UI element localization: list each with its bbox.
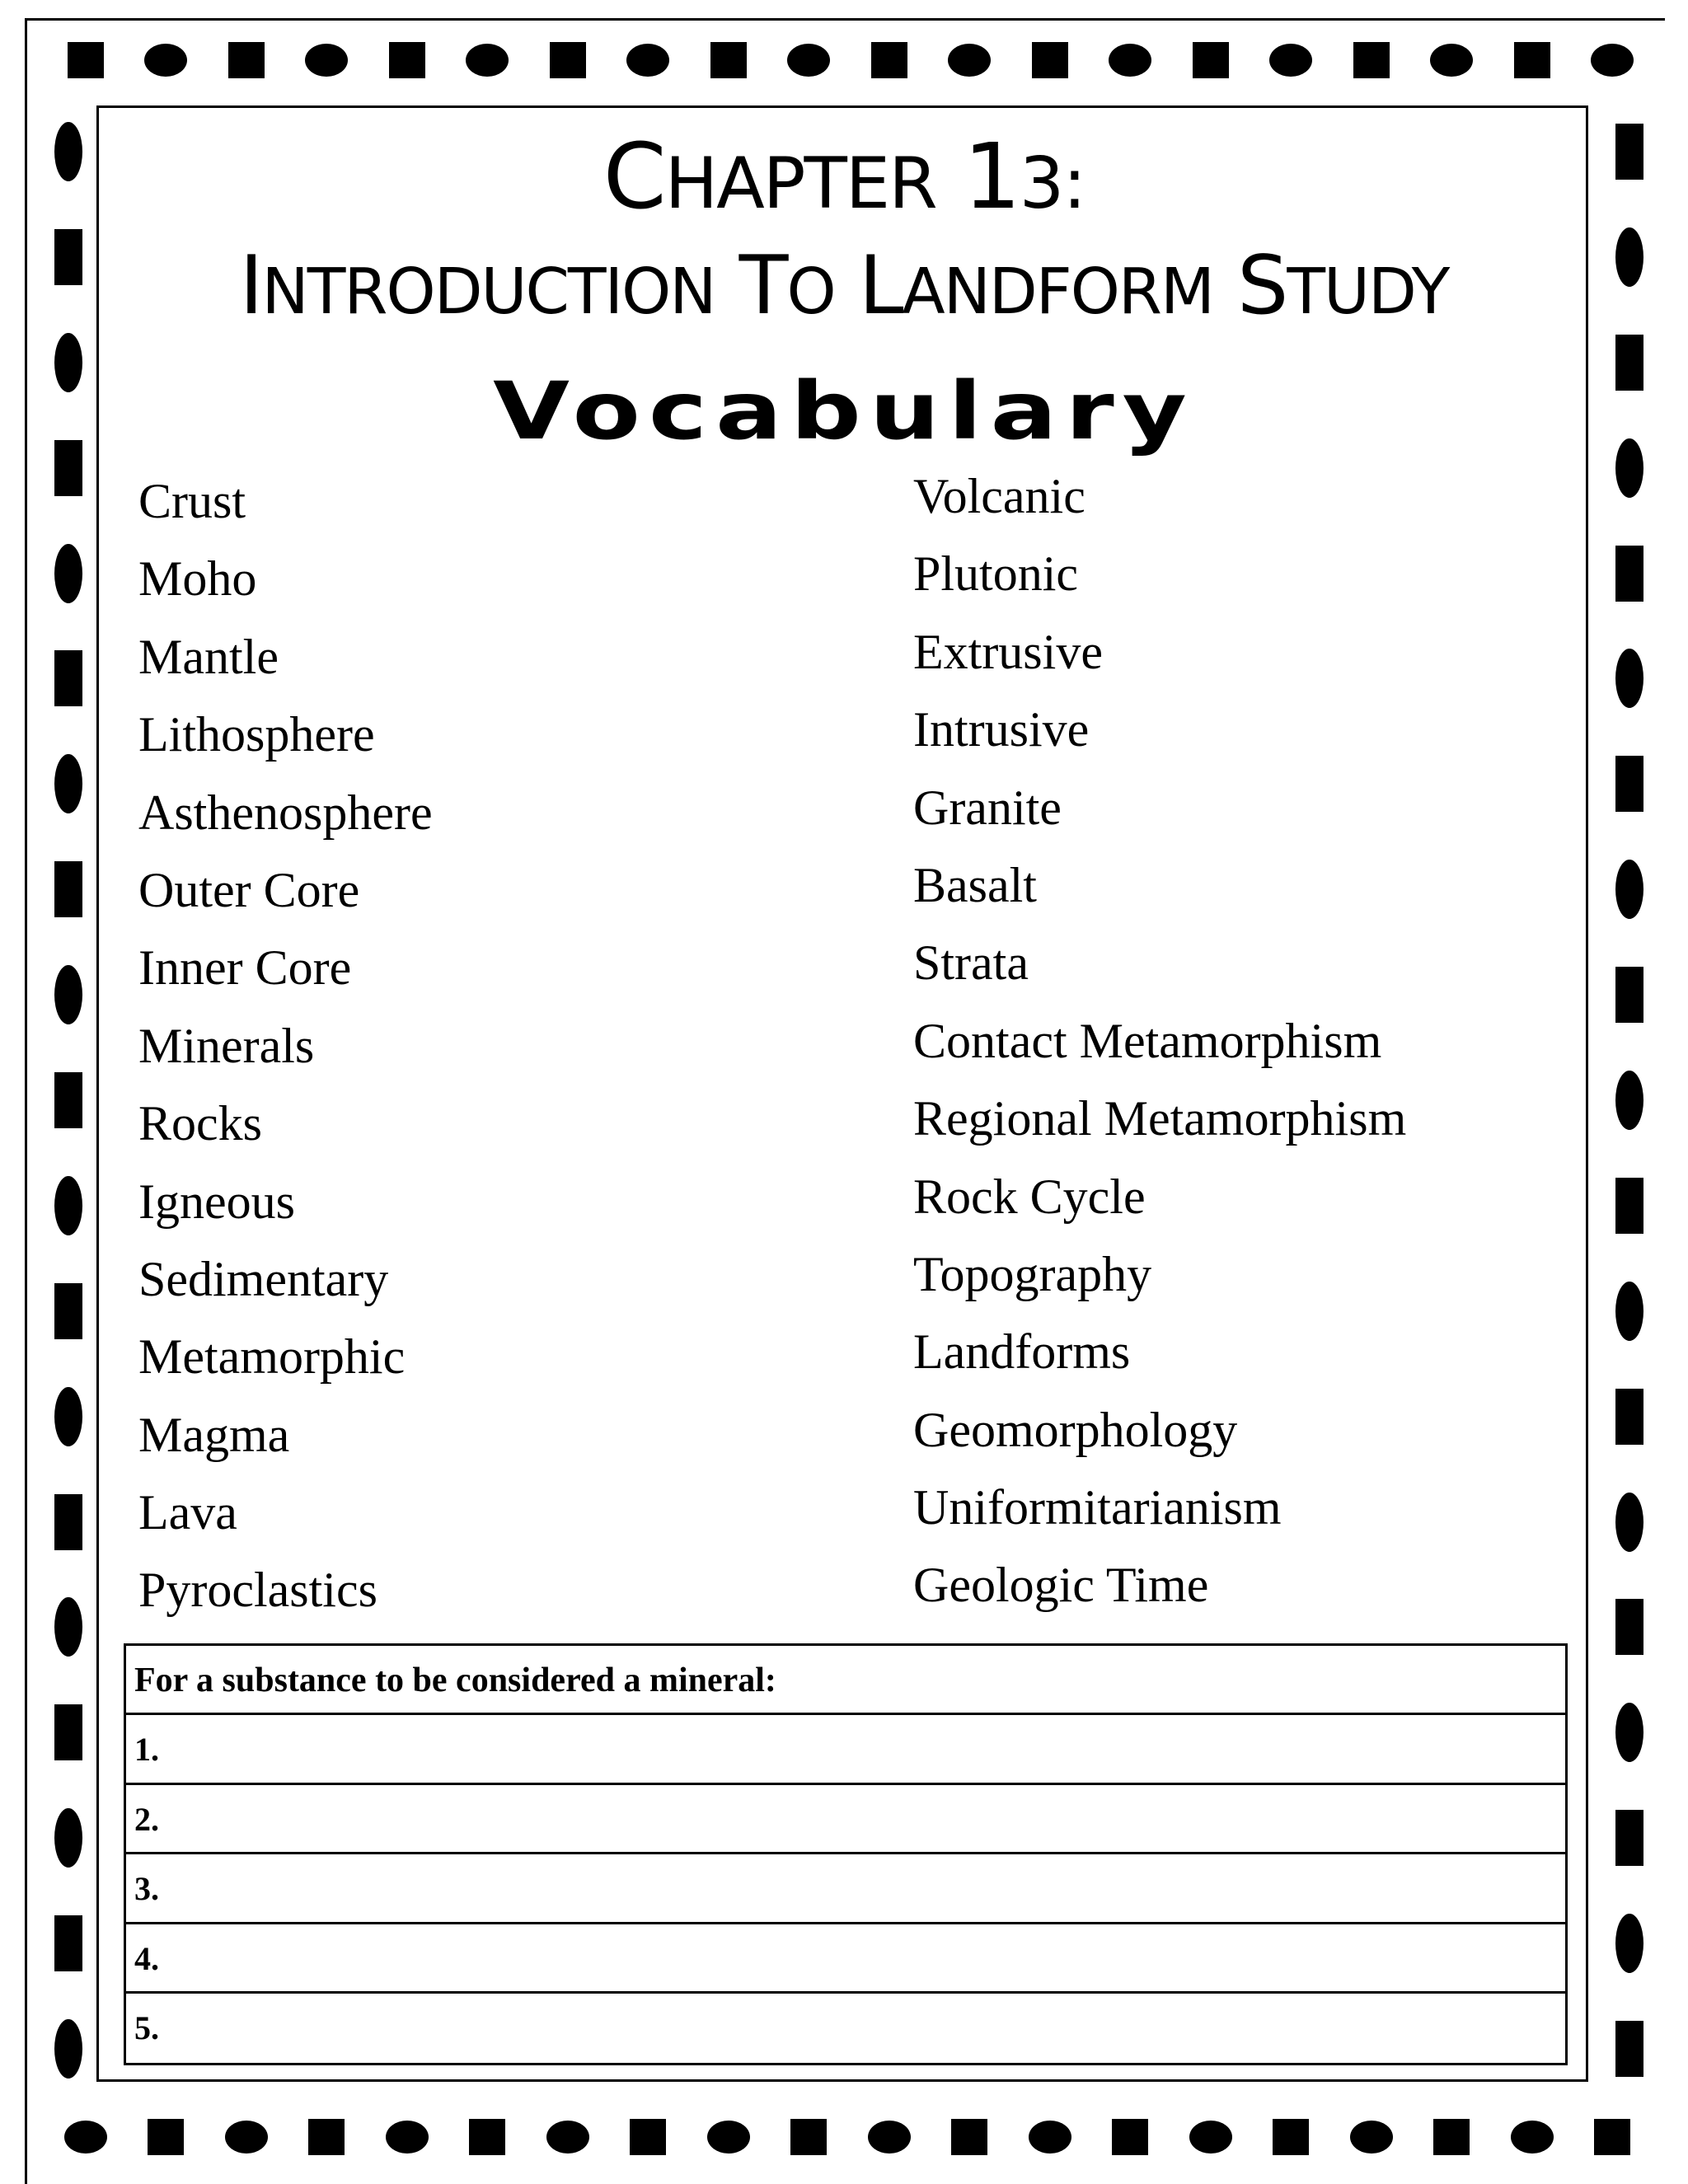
border-oval bbox=[1615, 1493, 1643, 1552]
answer-line-3[interactable]: 3. bbox=[126, 1854, 1565, 1924]
border-square bbox=[710, 42, 747, 78]
vocab-term: Crust bbox=[138, 474, 246, 528]
border-square bbox=[54, 1915, 82, 1971]
vocab-term: Geologic Time bbox=[913, 1558, 1209, 1613]
page-edge-left bbox=[25, 18, 27, 2184]
answer-line-4[interactable]: 4. bbox=[126, 1924, 1565, 1994]
border-oval bbox=[64, 2121, 107, 2154]
vocab-term: Metamorphic bbox=[138, 1329, 406, 1385]
border-square bbox=[630, 2119, 666, 2155]
border-oval bbox=[868, 2121, 911, 2154]
border-oval bbox=[54, 1387, 82, 1446]
border-square bbox=[1032, 42, 1068, 78]
border-square bbox=[54, 1704, 82, 1760]
border-square bbox=[54, 1072, 82, 1128]
border-square bbox=[54, 1494, 82, 1550]
border-square bbox=[1353, 42, 1390, 78]
border-oval bbox=[787, 44, 830, 77]
vocab-term: Igneous bbox=[138, 1174, 295, 1229]
border-oval bbox=[1029, 2121, 1071, 2154]
vocab-term: Magma bbox=[138, 1407, 290, 1462]
border-square bbox=[1615, 546, 1643, 602]
border-oval bbox=[54, 544, 82, 603]
border-square bbox=[1615, 2021, 1643, 2077]
border-square bbox=[148, 2119, 184, 2155]
vocab-term: Intrusive bbox=[913, 702, 1090, 757]
vocab-term: Uniformitarianism bbox=[913, 1480, 1282, 1535]
border-square bbox=[1193, 42, 1229, 78]
page-edge-top bbox=[25, 18, 1665, 21]
vocab-term: Topography bbox=[913, 1246, 1152, 1301]
vocabulary-heading-text: Vocabulary bbox=[493, 365, 1195, 458]
border-square bbox=[1112, 2119, 1148, 2155]
border-oval bbox=[1109, 44, 1151, 77]
vocab-term: Minerals bbox=[138, 1018, 315, 1073]
border-oval bbox=[54, 2019, 82, 2079]
vocab-term: Geomorphology bbox=[913, 1402, 1238, 1457]
border-oval bbox=[54, 754, 82, 813]
border-oval bbox=[1269, 44, 1312, 77]
border-oval bbox=[1615, 1703, 1643, 1762]
vocabulary-right-column bbox=[913, 471, 1406, 1638]
border-oval bbox=[1189, 2121, 1232, 2154]
answer-line-5[interactable]: 5. bbox=[134, 2008, 159, 2046]
border-oval bbox=[707, 2121, 750, 2154]
border-oval bbox=[466, 44, 509, 77]
border-square bbox=[1433, 2119, 1470, 2155]
border-square bbox=[1594, 2119, 1630, 2155]
vocabulary-left-column bbox=[138, 476, 433, 1643]
border-square bbox=[790, 2119, 827, 2155]
border-oval bbox=[54, 1597, 82, 1657]
border-oval bbox=[546, 2121, 589, 2154]
vocab-term: Strata bbox=[913, 935, 1029, 991]
border-square bbox=[54, 1283, 82, 1339]
border-square bbox=[1615, 756, 1643, 812]
vocab-term: Granite bbox=[913, 780, 1062, 835]
border-square bbox=[1615, 1810, 1643, 1866]
border-square bbox=[1514, 42, 1550, 78]
vocab-term: Basalt bbox=[913, 857, 1037, 912]
vocab-term: Landforms bbox=[913, 1324, 1131, 1380]
border-square bbox=[389, 42, 425, 78]
border-square bbox=[871, 42, 907, 78]
vocab-term: Plutonic bbox=[913, 546, 1079, 602]
border-oval bbox=[386, 2121, 429, 2154]
vocab-term: Extrusive bbox=[913, 624, 1103, 679]
chapter-title-text: INTRODUCTION TO LANDFORM STUDY bbox=[239, 239, 1449, 333]
vocab-term: Outer Core bbox=[138, 862, 360, 917]
mineral-criteria-prompt: For a substance to be considered a mineral: bbox=[126, 1646, 1565, 1715]
border-square bbox=[1273, 2119, 1309, 2155]
border-square bbox=[228, 42, 265, 78]
border-oval bbox=[225, 2121, 268, 2154]
border-square bbox=[550, 42, 586, 78]
vocab-term: Sedimentary bbox=[138, 1251, 389, 1306]
border-oval bbox=[144, 44, 187, 77]
border-oval bbox=[1615, 1282, 1643, 1341]
chapter-title bbox=[0, 239, 1688, 333]
border-oval bbox=[626, 44, 669, 77]
border-oval bbox=[948, 44, 991, 77]
vocab-term: Rocks bbox=[138, 1096, 262, 1151]
border-square bbox=[1615, 1599, 1643, 1655]
border-square bbox=[1615, 1178, 1643, 1234]
border-oval bbox=[1591, 44, 1634, 77]
vocab-term: Mantle bbox=[138, 629, 279, 684]
mineral-criteria-table bbox=[124, 1643, 1568, 2065]
border-square bbox=[469, 2119, 505, 2155]
vocab-term: Moho bbox=[138, 551, 257, 607]
vocab-term: Pyroclastics bbox=[138, 1563, 377, 1618]
vocab-term: Volcanic bbox=[913, 469, 1085, 523]
chapter-heading-text: CHAPTER 13: bbox=[603, 124, 1085, 229]
vocab-term: Lithosphere bbox=[138, 707, 375, 762]
border-square bbox=[54, 650, 82, 706]
border-oval bbox=[54, 1176, 82, 1235]
border-square bbox=[1615, 967, 1643, 1023]
vocab-term: Rock Cycle bbox=[913, 1169, 1146, 1224]
border-oval bbox=[1511, 2121, 1554, 2154]
vocab-term: Asthenosphere bbox=[138, 785, 433, 840]
border-oval bbox=[54, 1808, 82, 1868]
border-square bbox=[308, 2119, 345, 2155]
border-oval bbox=[1615, 860, 1643, 919]
border-top bbox=[45, 40, 1653, 81]
border-oval bbox=[305, 44, 348, 77]
vocab-term: Contact Metamorphism bbox=[913, 1013, 1382, 1068]
border-oval bbox=[1350, 2121, 1393, 2154]
border-oval bbox=[1430, 44, 1473, 77]
vocab-term: Lava bbox=[138, 1485, 237, 1540]
vocab-term: Inner Core bbox=[138, 940, 352, 996]
vocab-term: Regional Metamorphism bbox=[913, 1091, 1407, 1146]
answer-line-1[interactable]: 1. bbox=[126, 1715, 1565, 1784]
border-oval bbox=[54, 965, 82, 1024]
border-square bbox=[951, 2119, 987, 2155]
chapter-heading bbox=[0, 124, 1688, 229]
border-bottom bbox=[45, 2116, 1653, 2158]
vocabulary-heading bbox=[0, 366, 1688, 457]
border-square bbox=[68, 42, 104, 78]
border-square bbox=[1615, 1389, 1643, 1445]
border-square bbox=[54, 861, 82, 917]
border-oval bbox=[1615, 1071, 1643, 1130]
border-oval bbox=[1615, 1914, 1643, 1973]
answer-line-2[interactable]: 2. bbox=[126, 1785, 1565, 1854]
border-oval bbox=[1615, 649, 1643, 708]
